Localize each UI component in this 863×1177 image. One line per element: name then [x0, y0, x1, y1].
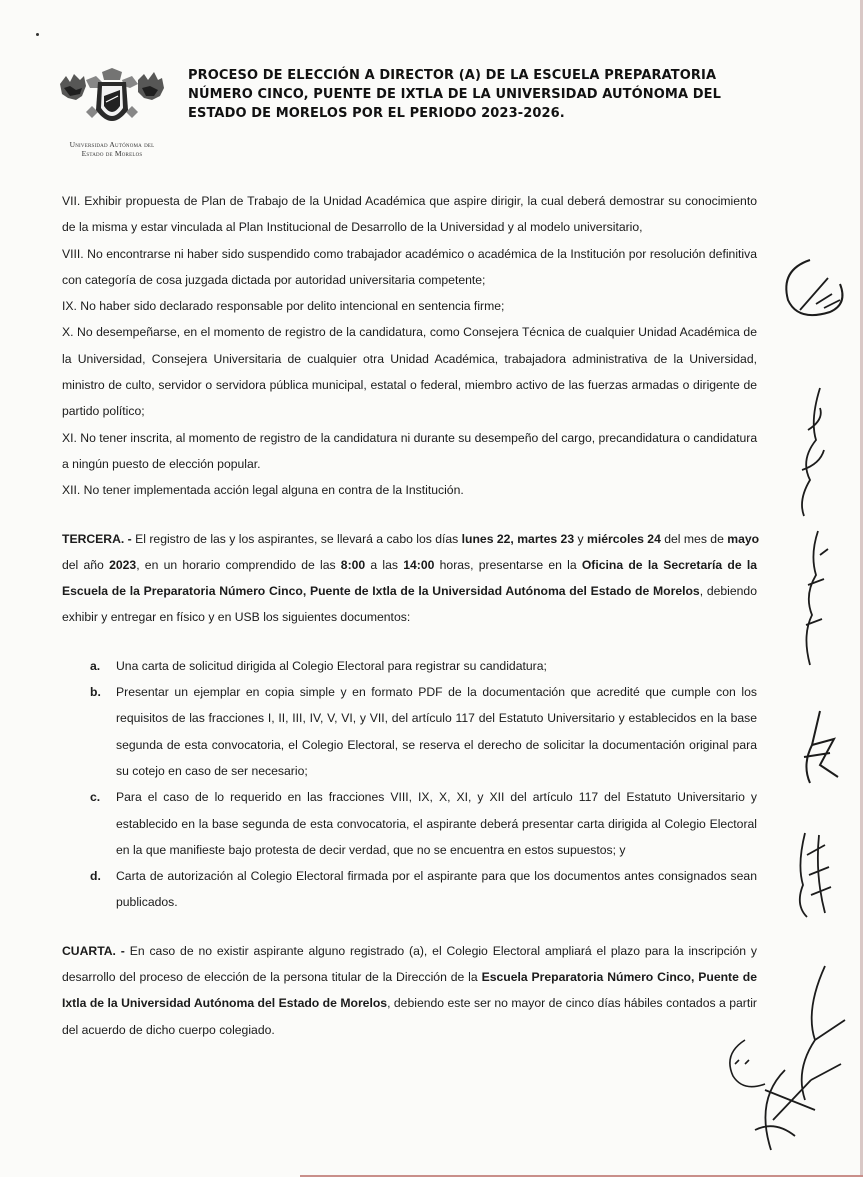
cuarta-heading: CUARTA. -	[62, 943, 125, 958]
requirement-x-line-4: partido político;	[62, 404, 145, 419]
requirement-x-line-1: X. No desempeñarse, en el momento de registro de la candidatura, como Consejera Técnica de cualquier Unidad Académica de	[62, 325, 757, 340]
document-item-c-line-3: en la que manifieste bajo protesta de decir verdad, que no se encuentra en estos supuestos; y	[116, 842, 626, 857]
tercera-line-3	[62, 578, 757, 604]
item-label: a.	[90, 658, 101, 673]
requirement-x-line-3: ministro de culto, servidor o servidora pública municipal, estatal o federal, miembro activo de las fuerzas armadas o dirigente de	[62, 378, 757, 393]
date-run: lunes 22, martes 23	[461, 531, 575, 546]
text-run: En caso de no existir aspirante alguno registrado (a), el Colegio Electoral ampliará el plazo para la inscripción y	[124, 943, 757, 958]
text-run: a las	[365, 557, 404, 572]
university-name-line-1: Universidad Autónoma del	[69, 140, 155, 149]
text-run: del mes de	[660, 531, 728, 546]
document-item-a	[62, 653, 757, 679]
university-name-line-2: Estado de Morelos	[81, 149, 143, 158]
title-line-1: PROCESO DE ELECCIÓN A DIRECTOR (A) DE LA ESCUELA PREPARATORIA	[188, 68, 717, 83]
tercera-line-1	[62, 526, 760, 552]
signature-3	[790, 525, 840, 670]
requirement-vii-line-1: VII. Exhibir propuesta de Plan de Trabajo de la Unidad Académica que aspire dirigir, la cual deberá demostrar su conocimiento	[62, 194, 757, 208]
office-run: Oficina de la Secretaría de la	[581, 557, 757, 572]
document-item-c-line-2: establecido en la base segunda de esta convocatoria, el aspirante deberá presentar carta dirigida al Colegio Electoral	[116, 816, 757, 831]
item-text: Carta de autorización al Colegio Electoral firmada por el aspirante para que los documentos antes consignados sean	[116, 869, 757, 884]
school-run: Escuela Preparatoria Número Cinco, Puente de	[481, 970, 758, 985]
signature-6	[715, 960, 855, 1165]
document-item-b-line-4: su cotejo en caso de ser necesario;	[116, 763, 308, 778]
text-run: del año	[62, 557, 110, 572]
signature-5	[785, 825, 845, 925]
item-text: Una carta de solicitud dirigida al Colegio Electoral para registrar su candidatura;	[116, 658, 547, 673]
school-run: Escuela de la Preparatoria Número Cinco, Puente de Ixtla de la Universidad Autónoma del Estado de Morelos	[62, 584, 700, 599]
university-seal-icon	[56, 66, 168, 138]
title-line-2: NÚMERO CINCO, PUENTE DE IXTLA DE LA UNIVERSIDAD AUTÓNOMA DEL	[188, 87, 721, 102]
university-name	[56, 140, 168, 158]
item-text: Para el caso de lo requerido en las fracciones VIII, IX, X, XI, y XII del artículo 117 del Estatuto Universitario y	[116, 790, 757, 805]
document-body	[62, 188, 760, 1043]
document-item-c	[62, 784, 757, 810]
document-item-d	[62, 863, 757, 889]
item-text: Presentar un ejemplar en copia simple y en formato PDF de la documentación que acredité que cumple con los	[116, 685, 757, 700]
time-run: 14:00	[403, 557, 435, 572]
signature-4	[790, 705, 850, 790]
school-run: Ixtla de la Universidad Autónoma del Estado de Morelos	[62, 996, 388, 1011]
requirement-ix: IX. No haber sido declarado responsable por delito intencional en sentencia firme;	[62, 299, 505, 314]
requirement-x-line-2: la Universidad, Consejera Universitaria de cualquier otra Unidad Académica, trabajadora administrativa de la Universidad,	[62, 351, 757, 366]
cuarta-line-4: del acuerdo de dicho cuerpo colegiado.	[62, 1022, 275, 1037]
cuarta-line-2	[62, 964, 757, 990]
date-run: miércoles 24	[587, 531, 661, 546]
item-label: c.	[90, 790, 101, 805]
requirement-viii-line-2: con categoría de cosa juzgada dictada por autoridad universitaria competente;	[62, 272, 486, 287]
document-item-b-line-3: segunda de esta convocatoria, el Colegio Electoral, se reserva el derecho de solicitar la documentación original para	[116, 737, 757, 752]
document-item-d-line-2: publicados.	[116, 895, 178, 910]
requirement-xi-line-2: a ningún puesto de elección popular.	[62, 456, 261, 471]
time-run: 8:00	[340, 557, 366, 572]
text-run: y	[574, 531, 587, 546]
month-run: mayo	[727, 531, 760, 546]
item-label: b.	[90, 685, 101, 700]
year-run: 2023	[109, 557, 137, 572]
text-run: desarrollo del proceso de elección de la persona titular de la Dirección de la	[62, 970, 482, 985]
tercera-line-2	[62, 552, 757, 578]
text-run: El registro de las y los aspirantes, se llevará a cabo los días	[131, 531, 462, 546]
requirement-vii-line-2: de la misma y estar vinculada al Plan Institucional de Desarrollo de la Universidad y al modelo universitario,	[62, 220, 643, 235]
section-gap	[62, 631, 757, 653]
section-gap	[62, 504, 757, 526]
text-run: , debiendo	[699, 584, 757, 599]
text-run: , debiendo este ser no mayor de cinco días hábiles contados a partir	[387, 996, 757, 1011]
speck	[36, 33, 39, 36]
section-gap	[62, 916, 757, 938]
signature-2	[780, 380, 840, 520]
document-item-b	[62, 679, 757, 705]
item-label: d.	[90, 869, 101, 884]
document-title	[188, 66, 788, 123]
text-run: horas, presentarse en la	[434, 557, 582, 572]
tercera-line-4: exhibir y entregar en físico y en USB los siguientes documentos:	[62, 610, 411, 625]
document-item-b-line-2: requisitos de las fracciones I, II, III, IV, V, VI, y VII, del artículo 117 del Estatuto Universitario y establecidos en la base	[116, 711, 757, 726]
requirement-xii: XII. No tener implementada acción legal alguna en contra de la Institución.	[62, 483, 464, 498]
requirement-xi-line-1: XI. No tener inscrita, al momento de registro de la candidatura ni durante su desempeño del cargo, precandidatura o candidatura	[62, 430, 758, 445]
university-logo	[56, 66, 168, 162]
requirement-viii-line-1: VIII. No encontrarse ni haber sido suspendido como trabajador académico o académica de la Institución por resolución definitiva	[62, 246, 757, 261]
tercera-heading: TERCERA. -	[62, 531, 132, 546]
title-line-3: ESTADO DE MORELOS POR EL PERIODO 2023-2026.	[188, 106, 565, 121]
signature-1	[770, 250, 860, 330]
text-run: , en un horario comprendido de las	[136, 557, 341, 572]
cuarta-line-3	[62, 990, 757, 1016]
cuarta-line-1	[62, 938, 757, 964]
